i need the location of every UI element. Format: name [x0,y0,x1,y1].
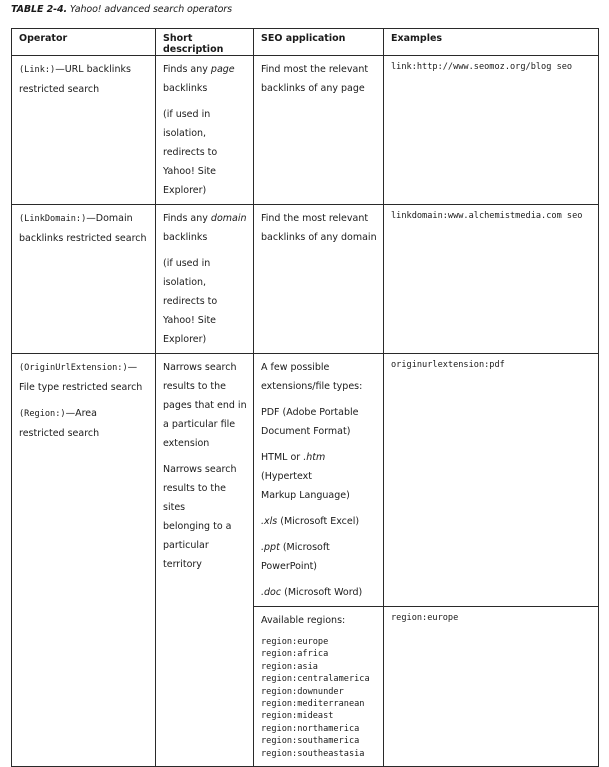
region-item: region:europe [261,637,329,647]
description-text: belonging to a [163,521,232,532]
example-cell: link:http://www.seomoz.org/blog seo [384,56,599,205]
table-row [12,205,599,354]
operator-region [19,404,149,443]
operator-text: restricted search [19,84,100,95]
seo-text: PDF (Adobe Portable [261,407,359,418]
seo-emphasis: .xls [261,516,278,527]
table-header-row [12,29,599,56]
header-short-description: Short description [156,29,254,56]
example-cell: originurlextension:pdf [384,354,599,607]
description-text: results to the [163,381,226,392]
operator-cell [12,56,156,205]
description-text: Finds any [163,64,211,75]
operator-text: restricted search [19,428,100,439]
operator-text: — [127,362,138,373]
header-seo-application: SEO application [254,29,384,56]
note-line: Explorer) [163,334,207,345]
seo-text: PowerPoint) [261,561,318,572]
seo-text: Find the most relevant [261,213,369,224]
note-line: redirects to [163,296,218,307]
region-item: region:northamerica [261,723,360,734]
seo-text: (Hypertext [261,471,313,482]
operator-code: (LinkDomain:) [19,214,87,224]
description-cell [156,56,254,205]
note-line: Yahoo! Site [163,166,217,177]
file-type-doc [261,583,377,602]
table-row [12,56,599,205]
description-note [163,105,247,200]
note-line: redirects to [163,147,218,158]
note-line: isolation, [163,277,207,288]
file-type-htm [261,448,377,505]
seo-text: (Microsoft Word) [281,587,363,598]
region-item: region:mideast [261,711,334,722]
description-text: Narrows search [163,464,237,475]
note-line: isolation, [163,128,207,139]
file-type-ppt [261,538,377,576]
note-line: (if used in [163,258,211,269]
example-cell: region:europe [384,607,599,767]
region-item: region:africa [261,649,329,660]
seo-text: HTML or [261,452,304,463]
operator-cell [12,354,156,767]
description-emphasis: page [210,64,235,75]
description-cell [156,354,254,767]
seo-cell [254,56,384,205]
region-item: region:southeastasia [261,748,365,759]
operator-code: (Link:) [19,65,56,75]
header-examples: Examples [384,29,599,56]
caption-title: Yahoo! advanced search operators [69,4,232,15]
region-item: region:mediterranean [261,698,365,709]
description-text: territory [163,559,202,570]
seo-cell [254,354,384,607]
region-item: region:centralamerica [261,674,370,685]
seo-text: (Microsoft Excel) [277,516,360,527]
table-row [12,354,599,607]
region-item: region:southamerica [261,736,360,747]
regions-title: Available regions: [261,615,346,626]
description-emphasis: domain [210,213,247,224]
description-text: results to the sites [163,483,226,513]
file-type-pdf [261,403,377,441]
seo-text: Find most the relevant [261,64,369,75]
operator-code: (OriginUrlExtension:) [19,363,128,373]
region-item: region:downunder [261,686,344,697]
seo-text: (Microsoft [279,542,330,553]
table-caption [11,4,232,15]
file-type-xls [261,512,377,531]
seo-text: A few possible [261,362,330,373]
note-line: Explorer) [163,185,207,196]
operator-text: File type restricted search [19,382,143,393]
description-region [163,460,247,574]
note-line: (if used in [163,109,211,120]
description-text: backlinks [163,83,208,94]
description-note [163,254,247,349]
seo-cell [254,205,384,354]
description-text: Narrows search [163,362,237,373]
seo-text: backlinks of any page [261,83,365,94]
seo-emphasis: .ppt [261,542,280,553]
region-item: region:asia [261,661,318,672]
description-cell [156,205,254,354]
regions-list [261,636,377,760]
example-cell: linkdomain:www.alchemistmedia.com seo [384,205,599,354]
seo-text: backlinks of any domain [261,232,377,243]
seo-cell [254,607,384,767]
header-operator: Operator [12,29,156,56]
operator-text: —URL backlinks [55,64,131,75]
note-line: Yahoo! Site [163,315,217,326]
seo-text: extensions/file types: [261,381,363,392]
description-text: extension [163,438,210,449]
operator-text: —Domain [86,213,133,224]
seo-text: Document Format) [261,426,351,437]
operator-code: (Region:) [19,409,66,419]
seo-text: Markup Language) [261,490,350,501]
caption-label: TABLE 2-4. [11,4,67,15]
operator-text: backlinks restricted search [19,233,147,244]
description-text: backlinks [163,232,208,243]
description-text: Finds any [163,213,211,224]
description-text: a particular file [163,419,236,430]
operator-text: —Area [65,408,97,419]
seo-emphasis: .htm [303,452,326,463]
description-text: particular [163,540,209,551]
seo-emphasis: .doc [261,587,282,598]
operator-cell [12,205,156,354]
operators-table [11,28,599,767]
description-text: pages that end in [163,400,247,411]
